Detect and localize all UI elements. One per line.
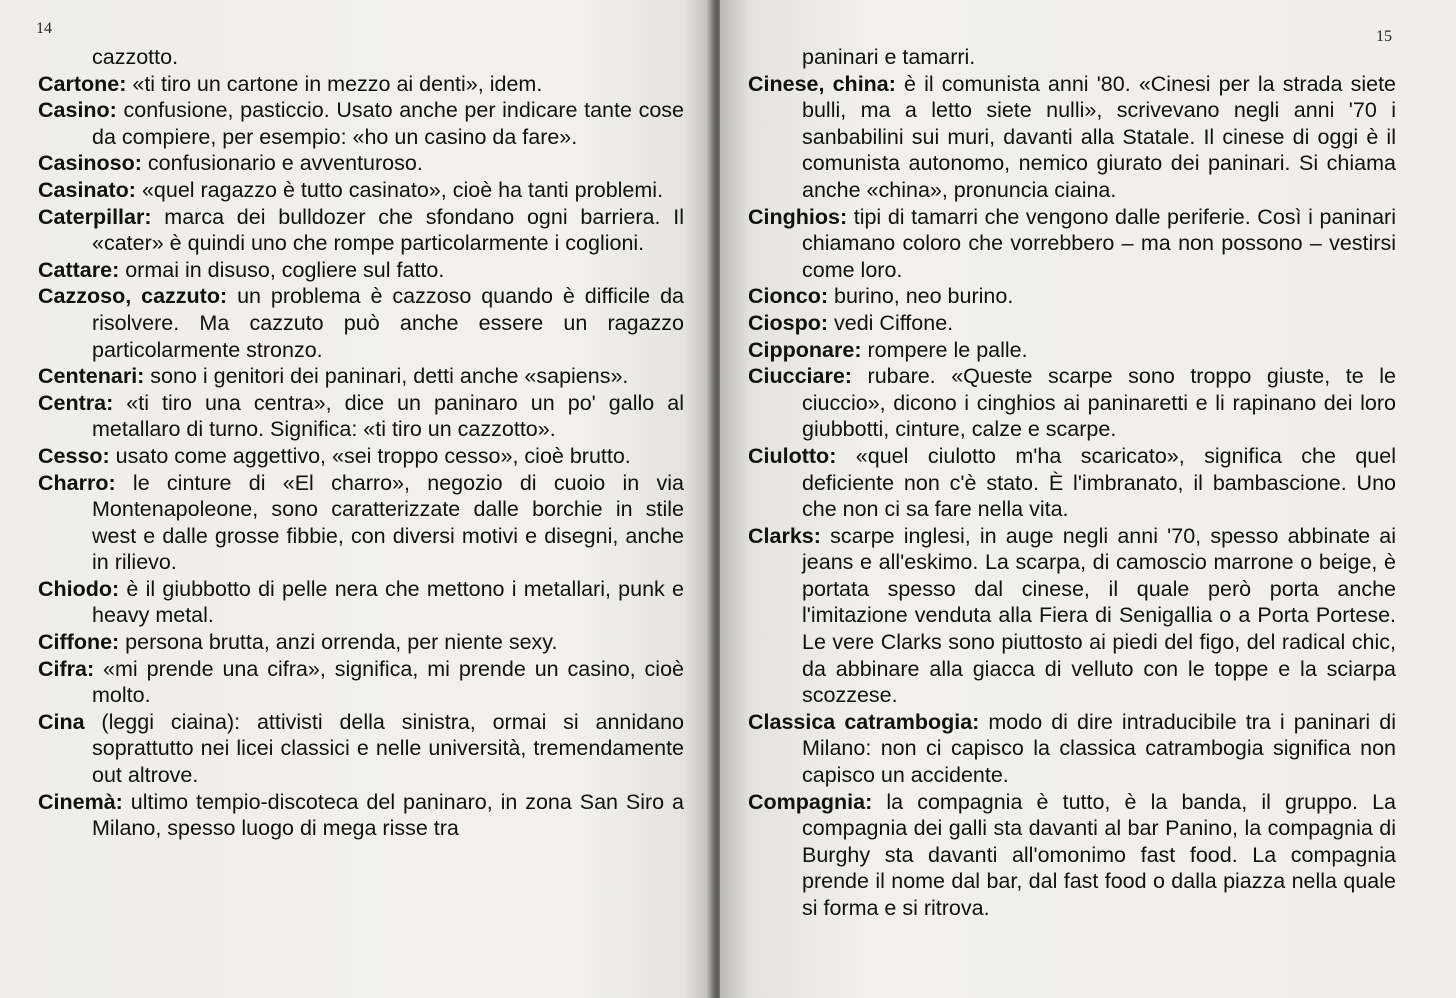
- continuation-text: paninari e tamarri.: [802, 45, 976, 69]
- glossary-entry: [38, 470, 684, 576]
- entry-definition: le cinture di «El charro», negozio di cuoio in via Montenapoleone, sono caratterizzate dalle borchie in stile west e dalle grosse fibbie, con diversi motivi e disegni, anche in rilievo.: [92, 470, 684, 575]
- glossary-entry: [38, 363, 684, 390]
- entry-term: Ciucciare:: [748, 364, 852, 389]
- glossary-entry: [38, 656, 684, 709]
- glossary-entry: [38, 257, 684, 284]
- entry-term: Casinoso:: [38, 151, 142, 176]
- entry-term: Centenari:: [38, 364, 145, 389]
- page-number-right: 15: [1376, 28, 1392, 45]
- entry-term: Chiodo:: [38, 576, 120, 601]
- entry-definition: «ti tiro un cartone in mezzo ai denti», idem.: [126, 71, 543, 96]
- glossary-entry: [748, 709, 1396, 789]
- entry-definition: (leggi ciaina): attivisti della sinistra, ormai si annidano soprattutto nei licei classici e nelle università, tremendamente out altrove.: [84, 709, 684, 788]
- entry-term: Charro:: [38, 470, 116, 495]
- entry-definition: tipi di tamarri che vengono dalle periferie. Così i paninari chiamano coloro che vorrebbero – ma non possono – vestirsi come loro.: [802, 204, 1396, 282]
- entry-definition: rubare. «Queste scarpe sono troppo giuste, te le ciuccio», dicono i cinghios ai paninaretti e li rapinano dei loro giubbotti, cinture, calze e scarpe.: [802, 364, 1396, 442]
- entry-definition: modo di dire intraducibile tra i paninari di Milano: non ci capisco la classica catrambogia significa non capisco un accidente.: [802, 709, 1396, 788]
- glossary-entry: [38, 576, 684, 629]
- entry-definition: burino, neo burino.: [828, 284, 1014, 309]
- entry-definition: la compagnia è tutto, è la banda, il gruppo. La compagnia dei galli sta davanti al bar Panino, la compagnia di Burghy sta davanti all'omonimo fast food. La compagnia prende il nome dal bar, dal fast food o dalla piazza nella quale si forma e si ritrova.: [802, 789, 1396, 920]
- entry-definition: un problema è cazzoso quando è difficile da risolvere. Ma cazzuto può anche essere un ragazzo particolarmente stronzo.: [92, 284, 684, 362]
- glossary-list-left: [38, 71, 684, 842]
- entry-term: Cina: [38, 709, 85, 734]
- glossary-entry: [38, 71, 684, 98]
- glossary-entry: [38, 177, 684, 204]
- entry-definition: sono i genitori dei paninari, detti anche «sapiens».: [144, 364, 629, 389]
- glossary-entry: [748, 363, 1396, 443]
- entry-term: Cinghios:: [748, 204, 848, 229]
- glossary-entry: [38, 283, 684, 363]
- entry-term: Cattare:: [38, 257, 120, 282]
- glossary-entry: [748, 310, 1396, 337]
- glossary-entry: [748, 71, 1396, 204]
- page-number-left: 14: [36, 20, 52, 37]
- entry-term: Cionco:: [748, 284, 829, 309]
- left-page: [0, 0, 712, 998]
- glossary-list-right: [748, 71, 1396, 922]
- entry-term: Cinemà:: [38, 789, 123, 814]
- continuation-text: cazzotto.: [92, 45, 179, 69]
- entry-term: Cifra:: [38, 656, 95, 681]
- glossary-entry: [38, 709, 684, 789]
- entry-definition: confusionario e avventuroso.: [141, 151, 423, 176]
- glossary-entry: [38, 150, 684, 177]
- entry-definition: è il comunista anni '80. «Cinesi per la strada siete bulli, ma a letto siete nulli», scrivevano negli anni '70 i sanbabilini sui muri, davanti alla Statale. Il cinese di oggi è il comunista autonomo, nemico giurato dei paninari. Si chiama anche «china», pronuncia ciaina.: [802, 71, 1396, 202]
- entry-definition: rompere le palle.: [861, 337, 1028, 362]
- entry-definition: vedi Ciffone.: [828, 310, 954, 335]
- glossary-entry: [748, 523, 1396, 709]
- glossary-entry: [38, 629, 684, 656]
- entry-term: Cazzoso, cazzuto:: [38, 284, 228, 309]
- entry-definition: persona brutta, anzi orrenda, per niente sexy.: [119, 630, 558, 655]
- glossary-entry: [38, 97, 684, 150]
- glossary-entry: [38, 204, 684, 257]
- entry-definition: ormai in disuso, cogliere sul fatto.: [119, 257, 445, 282]
- entry-definition: usato come aggettivo, «sei troppo cesso», cioè brutto.: [109, 443, 631, 468]
- entry-definition: «quel ciulotto m'ha scaricato», significa che quel deficiente non c'è stato. È l'imbranato, il bambascione. Uno che non ci sa fare nella vita.: [802, 443, 1396, 522]
- glossary-entry: [38, 443, 684, 470]
- glossary-entry: [38, 789, 684, 842]
- entry-term: Ciulotto:: [748, 443, 837, 468]
- entry-term: Classica catrambogia:: [748, 709, 980, 734]
- entry-term: Casino:: [38, 98, 117, 123]
- entry-term: Cartone:: [38, 71, 127, 96]
- entry-definition: «mi prende una cifra», significa, mi prende un casino, cioè molto.: [92, 656, 684, 708]
- entry-term: Cipponare:: [748, 337, 862, 362]
- glossary-entry: [748, 443, 1396, 523]
- entry-definition: è il giubbotto di pelle nera che mettono i metallari, punk e heavy metal.: [92, 576, 684, 628]
- entry-definition: scarpe inglesi, in auge negli anni '70, spesso abbinate ai jeans e all'eskimo. La scarpa, di camoscio marrone o beige, è portata spesso dal cinese, il quale però porta anche l'imitazione venduta alla Fiera di Senigallia o a Porta Portese. Le vere Clarks sono piuttosto ai piedi del figo, del radical chic, da abbinare alla giacca di velluto con le toppe e la sciarpa scozzese.: [802, 523, 1396, 708]
- entry-term: Caterpillar:: [38, 204, 152, 229]
- entry-term: Ciffone:: [38, 630, 120, 655]
- entry-definition: «ti tiro una centra», dice un paninaro un po' gallo al metallaro di turno. Significa: «ti tiro un cazzotto».: [92, 390, 684, 442]
- entry-term: Cinese, china:: [748, 71, 896, 96]
- entry-definition: ultimo tempio-discoteca del paninaro, in zona San Siro a Milano, spesso luogo di mega risse tra: [92, 789, 684, 841]
- glossary-entry: [748, 337, 1396, 364]
- right-page: [720, 0, 1456, 998]
- glossary-entry: [748, 204, 1396, 284]
- entry-term: Compagnia:: [748, 789, 873, 814]
- entry-term: Ciospo:: [748, 310, 829, 335]
- glossary-entry: [38, 390, 684, 443]
- glossary-entry: [748, 789, 1396, 922]
- entry-term: Clarks:: [748, 523, 821, 548]
- glossary-entry: [748, 283, 1396, 310]
- entry-definition: «quel ragazzo è tutto casinato», cioè ha tanti problemi.: [135, 177, 664, 202]
- entry-term: Centra:: [38, 390, 114, 415]
- entry-term: Cesso:: [38, 443, 110, 468]
- entry-term: Casinato:: [38, 177, 136, 202]
- entry-definition: confusione, pasticcio. Usato anche per indicare tante cose da compiere, per esempio: «ho un casino da fare».: [92, 98, 684, 149]
- entry-definition: marca dei bulldozer che sfondano ogni barriera. Il «cater» è quindi uno che rompe particolarmente i coglioni.: [92, 204, 684, 256]
